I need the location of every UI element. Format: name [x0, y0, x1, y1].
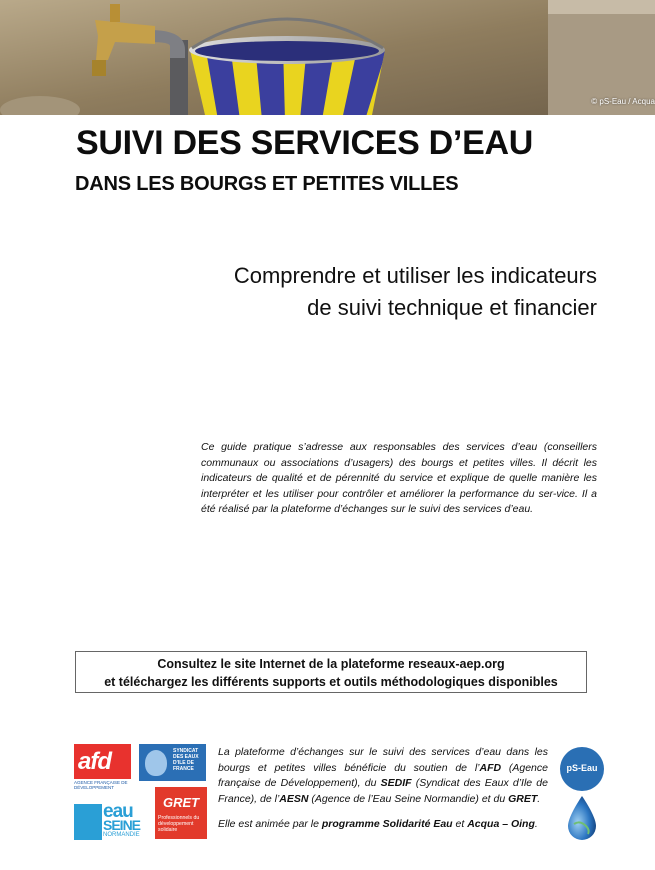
gret-logo-subtitle: Professionnels du développement solidaire — [158, 815, 200, 833]
afd-logo — [74, 744, 131, 793]
sedif-logo-text: SYNDICAT DES EAUX D'ILE DE FRANCE — [173, 748, 199, 772]
tagline — [117, 260, 597, 324]
acqua-globe-icon — [566, 796, 598, 841]
gret-logo-name: GRET — [163, 795, 200, 810]
eau-logo-word-3: NORMANDIE — [103, 832, 140, 838]
partners-text-run: La plateforme d’échanges sur le suivi des services d’eau dans les bourgs et petites villes bénéficie du soutien de l’ — [218, 746, 548, 774]
partners-text-run: Elle est animée par le — [218, 818, 322, 830]
pseau-logo-text: pS-Eau — [566, 763, 598, 773]
partners-text-run: (Agence française de Développement), du — [218, 761, 548, 789]
pseau-logo — [560, 747, 604, 791]
partners-paragraph-1 — [218, 745, 548, 807]
partners-text-run: et — [452, 818, 468, 830]
eau-seine-normandie-logo — [74, 804, 146, 840]
intro-paragraph: Ce guide pratique s’adresse aux responsables des services d’eau (conseillers communaux ou associations d’usagers) des bourgs et petites villes. Il décrit les indicateurs de qualité et de pérennité du service et explique de quelle manière les interpréter et les utiliser pour contrôler et améliorer la performance du ser-vice. Il a été réalisé par la plateforme d’échanges sur le suivi des services d’eau. — [201, 441, 597, 515]
partner-acqua: Acqua – Oing — [467, 818, 535, 830]
callout-line-1: Consultez le site Internet de la plateforme reseaux-aep.org — [157, 657, 505, 671]
water-drop-icon — [145, 750, 167, 776]
partner-sedif: SEDIF — [380, 777, 412, 789]
partners-text-run: (Agence de l’Eau Seine Normandie) et du — [308, 792, 509, 805]
partners-text — [218, 745, 548, 833]
website-callout[interactable] — [75, 651, 587, 693]
callout-line-2: et téléchargez les différents supports et outils méthodologiques disponibles — [104, 675, 558, 689]
hero-photo — [0, 0, 655, 115]
afd-logo-subtitle: AGENCE FRANÇAISE DE DÉVELOPPEMENT — [74, 780, 128, 790]
gret-logo — [155, 787, 207, 839]
sedif-logo — [139, 744, 206, 781]
partner-afd: AFD — [479, 761, 502, 774]
partners-text-run: (Syndicat des Eaux d’Ile de France), de l’ — [218, 777, 548, 805]
tagline-line-2: de suivi technique et financier — [307, 295, 597, 320]
globe-drop-icon — [566, 796, 598, 841]
hero-illustration — [0, 0, 655, 115]
partners-paragraph-2 — [218, 817, 548, 833]
partner-aesn: AESN — [279, 792, 309, 805]
partners-text-run: . — [537, 792, 541, 805]
partner-gret: GRET — [508, 792, 538, 805]
document-subtitle: DANS LES BOURGS ET PETITES VILLES — [75, 173, 459, 195]
partner-programme: programme Solidarité Eau — [321, 818, 453, 830]
eau-logo-word-1: eau — [103, 804, 133, 822]
photo-credit: © pS-Eau / Acqua — [591, 97, 655, 106]
partners-text-run: . — [534, 818, 538, 830]
afd-logo-mark: afd — [78, 748, 111, 775]
document-title: SUIVI DES SERVICES D’EAU — [76, 124, 533, 162]
tagline-line-1: Comprendre et utiliser les indicateurs — [233, 263, 597, 288]
eau-logo-word-2: SEINE — [103, 817, 141, 833]
